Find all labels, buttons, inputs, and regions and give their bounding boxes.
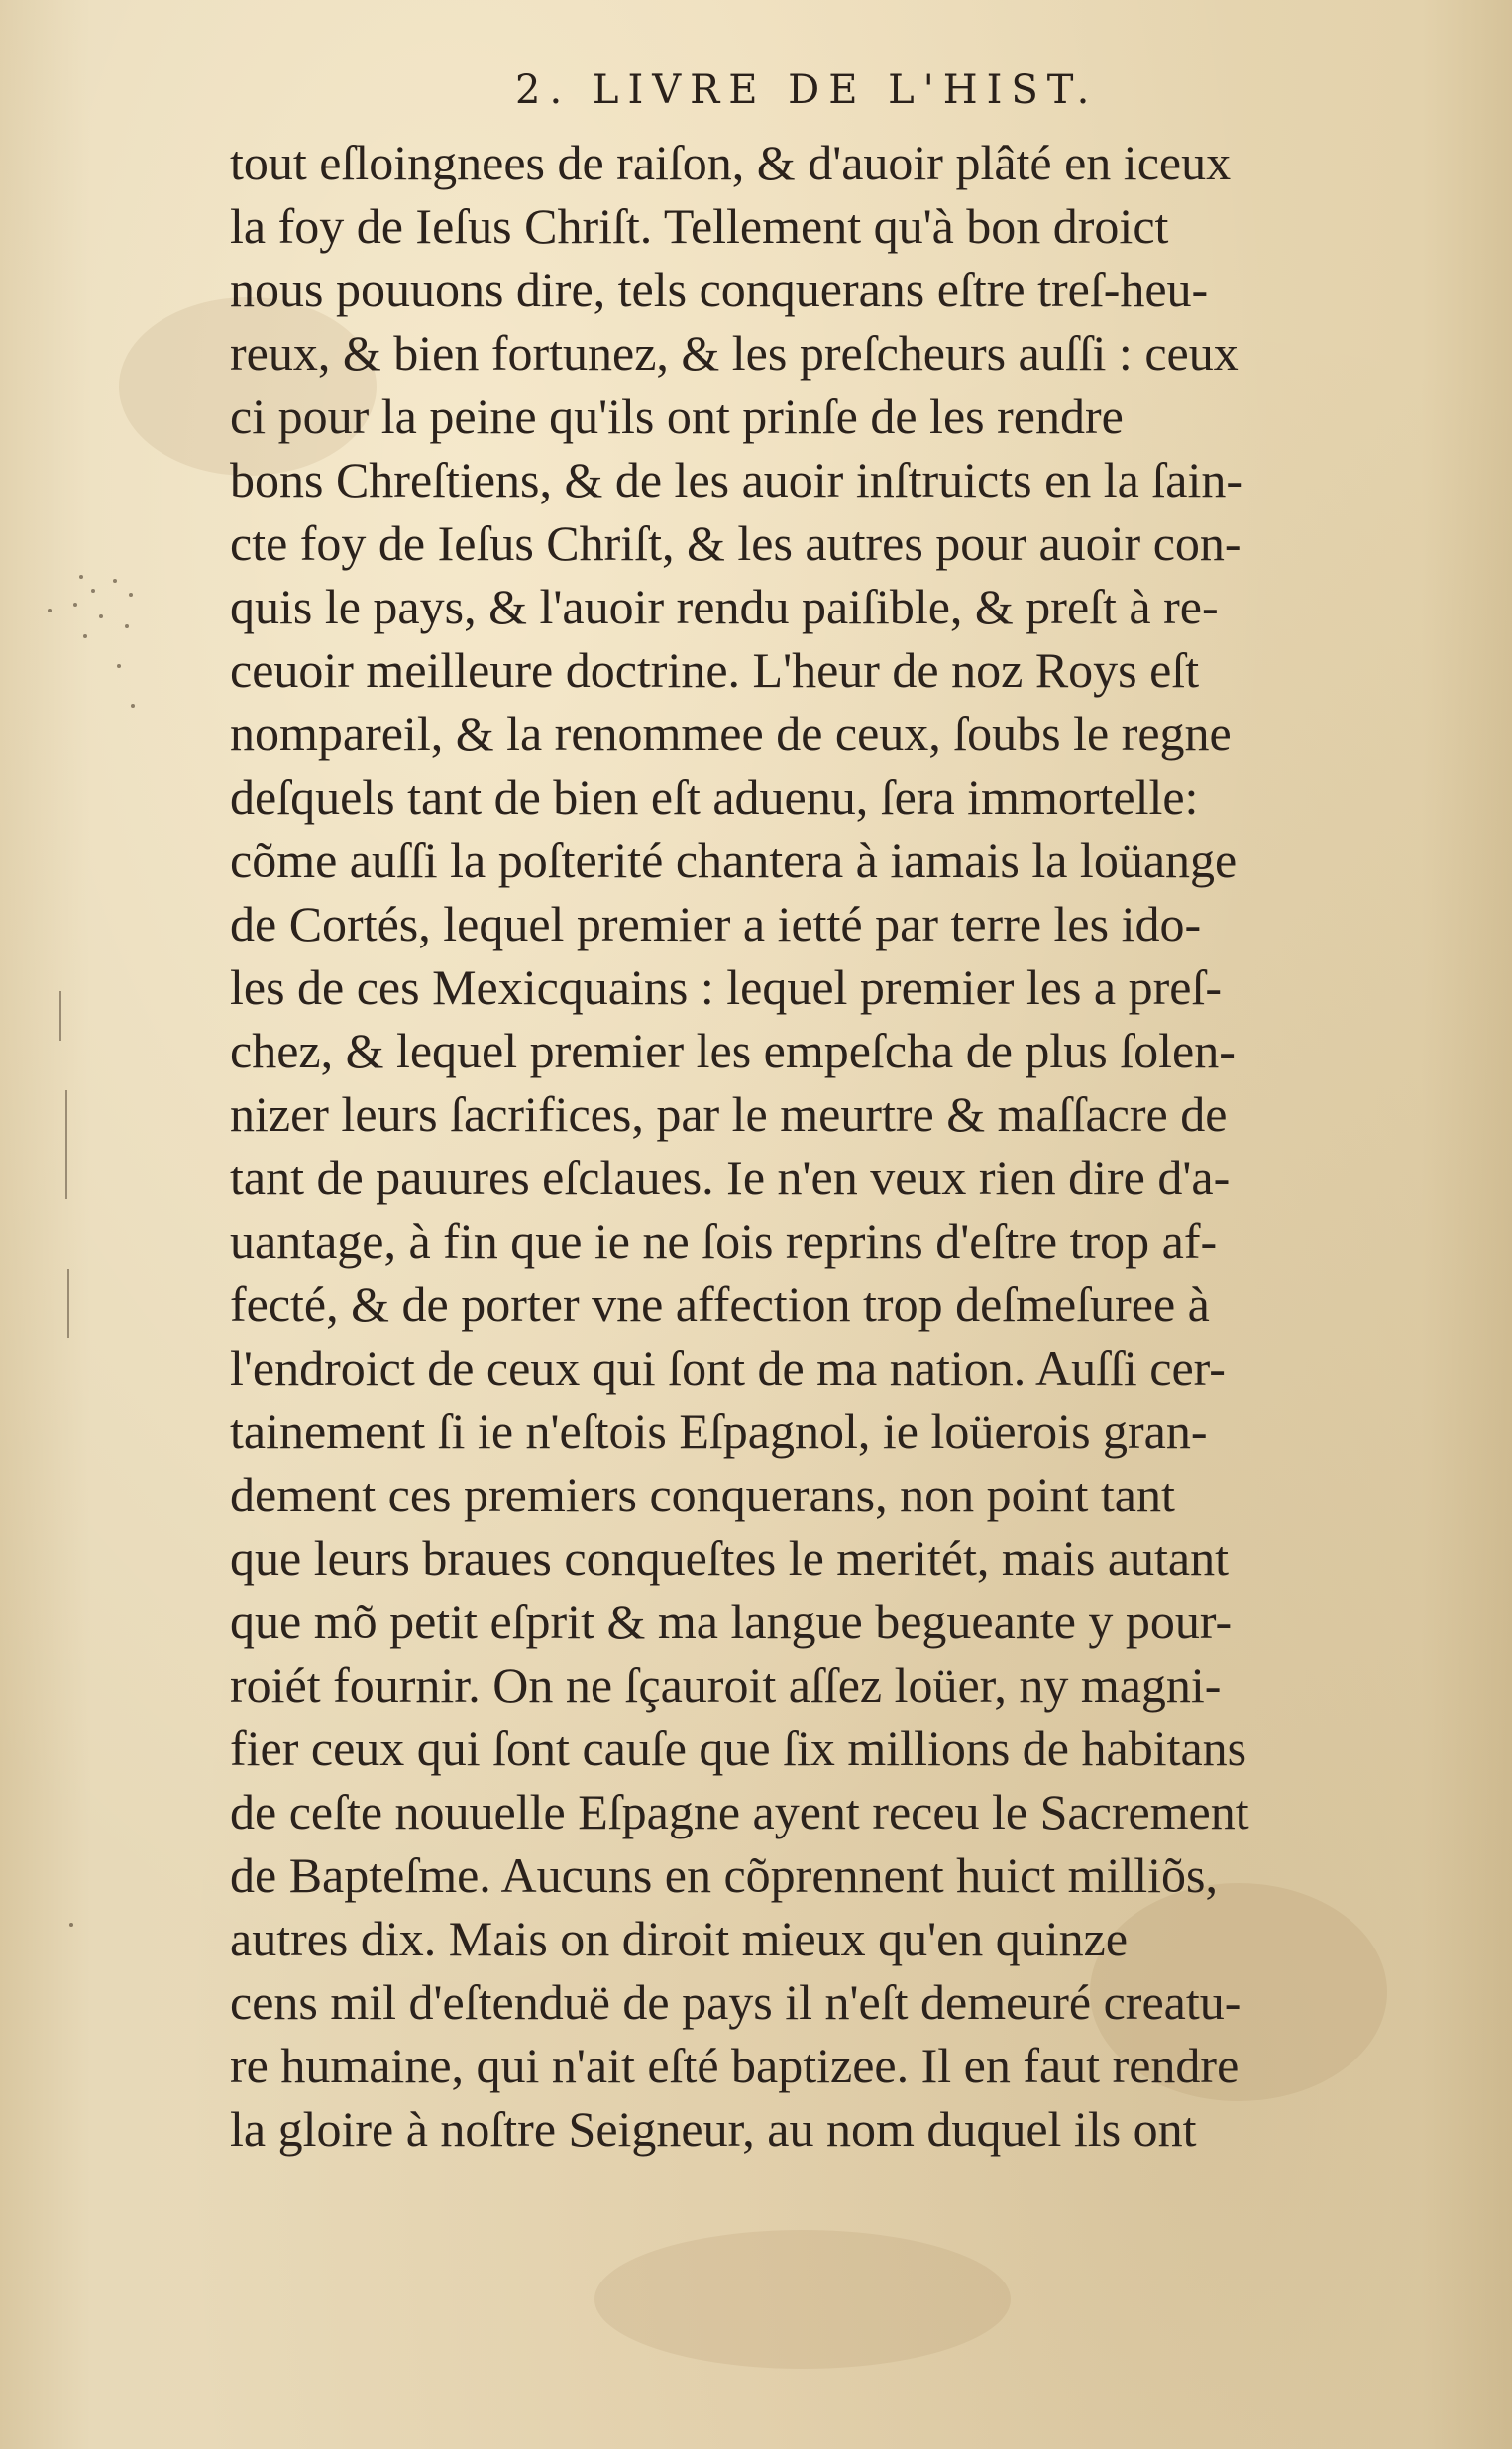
text-line: cens mil d'eſtenduë de pays il n'eſt demeuré creatu- — [230, 1974, 1242, 2030]
text-line: de ceſte nouuelle Eſpagne ayent receu le Sacrement — [230, 1784, 1249, 1839]
text-line: fier ceux qui ſont cauſe que ſix millions de habitans — [230, 1721, 1247, 1776]
text-line: ceuoir meilleure doctrine. L'heur de noz Roys eſt — [230, 642, 1200, 698]
text-line: autres dix. Mais on diroit mieux qu'en quinze — [230, 1911, 1129, 1966]
text-line: nizer leurs ſacrifices, par le meurtre & maſſacre de — [230, 1086, 1228, 1142]
text-line: deſquels tant de bien eſt aduenu, ſera immortelle: — [230, 769, 1199, 825]
text-line: cõme auſſi la poſterité chantera à iamais la loüange — [230, 833, 1238, 888]
text-line: de Bapteſme. Aucuns en cõprennent huict milliõs, — [230, 1847, 1218, 1903]
text-line: de Cortés, lequel premier a ietté par terre les ido- — [230, 896, 1202, 951]
text-line: tant de pauures eſclaues. Ie n'en veux rien dire d'a- — [230, 1150, 1231, 1205]
text-line: uantage, à fin que ie ne ſois reprins d'eſtre trop af- — [230, 1213, 1218, 1269]
text-line: fecté, & de porter vne affection trop deſmeſuree à — [230, 1277, 1210, 1332]
text-line: que mõ petit eſprit & ma langue begueante y pour- — [230, 1594, 1233, 1649]
margin-smudges — [30, 555, 149, 1943]
text-line: nous pouuons dire, tels conquerans eſtre treſ-heu- — [230, 262, 1209, 317]
text-line: l'endroict de ceux qui ſont de ma nation. Auſſi cer- — [230, 1340, 1226, 1395]
text-line: reux, & bien fortunez, & les preſcheurs auſſi : ceux — [230, 325, 1239, 381]
body-text — [230, 131, 1449, 2161]
text-line: bons Chreſtiens, & de les auoir inſtruicts en la ſain- — [230, 452, 1242, 507]
text-line: cte foy de Ieſus Chriſt, & les autres pour auoir con- — [230, 515, 1242, 571]
text-line: la foy de Ieſus Chriſt. Tellement qu'à bon droict — [230, 198, 1169, 254]
foxing-stain — [594, 2230, 1011, 2369]
text-line: roiét fournir. On ne ſçauroit aſſez loüer, ny magni- — [230, 1657, 1222, 1713]
text-line: la gloire à noſtre Seigneur, au nom duquel ils ont — [230, 2101, 1197, 2157]
text-line: ci pour la peine qu'ils ont prinſe de les rendre — [230, 389, 1124, 444]
text-line: dement ces premiers conquerans, non point tant — [230, 1467, 1175, 1522]
text-line: tout eſloingnees de raiſon, & d'auoir plâté en iceux — [230, 135, 1232, 190]
running-head: 2. LIVRE DE L'HIST. — [515, 67, 1099, 113]
text-line: tainement ſi ie n'eſtois Eſpagnol, ie loüerois gran- — [230, 1403, 1208, 1459]
text-line: quis le pays, & l'auoir rendu paiſible, & preſt à re- — [230, 579, 1219, 634]
text-line: chez, & lequel premier les empeſcha de plus ſolen- — [230, 1023, 1236, 1078]
text-line: nompareil, & la renommee de ceux, ſoubs le regne — [230, 706, 1232, 761]
text-line: que leurs braues conqueſtes le meritét, mais autant — [230, 1530, 1229, 1586]
text-line: les de ces Mexicquains : lequel premier les a preſ- — [230, 959, 1223, 1015]
text-line: re humaine, qui n'ait eſté baptizee. Il en faut rendre — [230, 2038, 1240, 2093]
